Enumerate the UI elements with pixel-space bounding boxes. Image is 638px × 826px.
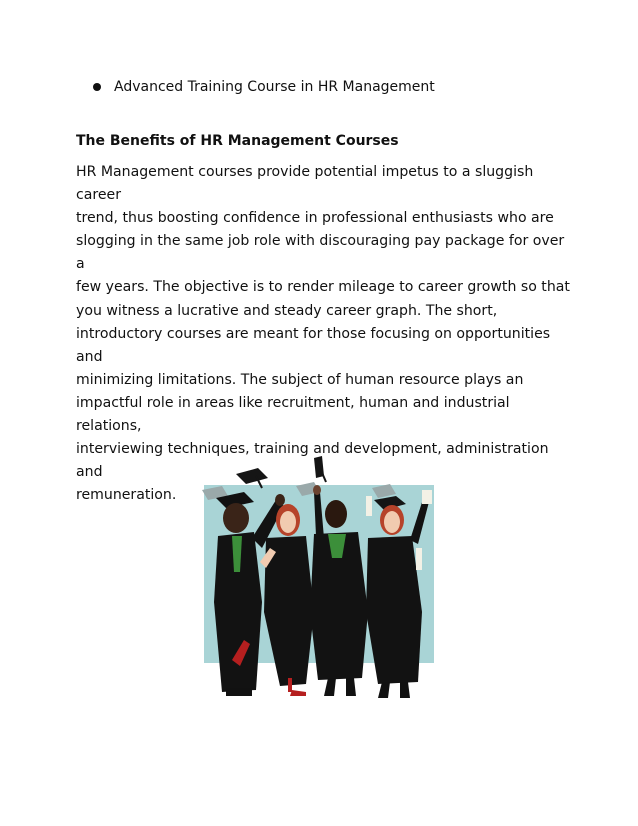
paragraph-line: slogging in the same job role with discouraging pay package for over a xyxy=(76,233,565,273)
paragraph-line: trend, thus boosting confidence in professional enthusiasts who are xyxy=(76,210,554,227)
bullet-list xyxy=(93,76,435,98)
paragraph-line: remuneration. xyxy=(76,487,177,504)
bullet-item xyxy=(93,76,435,98)
flying-cap-icon xyxy=(314,456,326,482)
paragraph-line: impactful role in areas like recruitment, human and industrial relations, xyxy=(76,394,510,435)
section-heading: The Benefits of HR Management Courses xyxy=(76,133,399,149)
paragraph-line: interviewing techniques, training and development, administration and xyxy=(76,441,549,481)
paragraph-line: minimizing limitations. The subject of human resource plays an xyxy=(76,371,524,388)
paragraph-line: introductory courses are meant for those focusing on opportunities and xyxy=(76,325,551,365)
paragraph-line: you witness a lucrative and steady career graph. The short, xyxy=(76,302,498,319)
bullet-text: Advanced Training Course in HR Management xyxy=(114,79,435,95)
bullet-icon xyxy=(93,83,101,91)
diploma-icon xyxy=(366,496,372,516)
paragraph-line: HR Management courses provide potential impetus to a sluggish career xyxy=(76,164,534,204)
diploma-icon xyxy=(416,548,422,570)
paragraph-line: few years. The objective is to render mileage to career growth so that xyxy=(76,279,570,296)
graduates-clipart xyxy=(196,452,442,702)
